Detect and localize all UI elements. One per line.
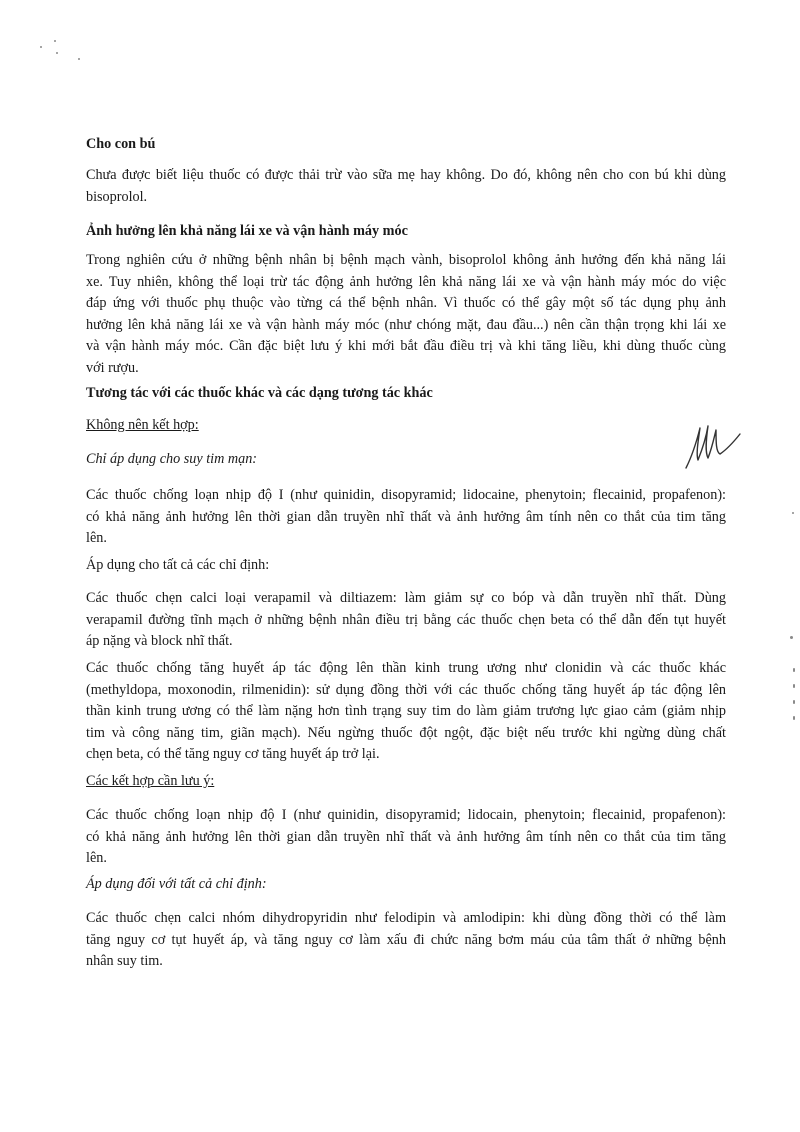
scan-speck (793, 716, 795, 720)
subheading-all-indications-2: Áp dụng đối với tất cả chỉ định: (86, 876, 267, 892)
subheading-not-recommended: Không nên kết hợp: (86, 417, 199, 433)
subheading-caution: Các kết hợp cần lưu ý: (86, 773, 215, 789)
scan-speck (793, 700, 795, 704)
text-line: Chưa được biết liệu thuốc có được thải trừ vào sữa mẹ hay không. Do đó, không nên cho con bú khi dùng (86, 167, 726, 183)
text-line: với rượu. (86, 359, 139, 376)
text-line: nhân suy tim. (86, 953, 163, 969)
text-line: Các thuốc chống tăng huyết áp tác động lên thần kinh trung ương như clonidin và các thuốc khác (86, 660, 726, 676)
heading-interactions: Tương tác với các thuốc khác và các dạng tương tác khác (86, 385, 433, 401)
text-line: có khả năng ảnh hưởng lên thời gian dẫn truyền nhĩ thất và ảnh hưởng âm tính nên co thắt của tim tăng (86, 828, 726, 845)
scan-speck (78, 58, 80, 60)
scan-speck (793, 684, 795, 688)
paragraph-central-antihypertensives (86, 658, 726, 766)
paragraph-class1-caution (86, 805, 726, 870)
heading-breastfeeding: Cho con bú (86, 136, 156, 152)
scan-speck (790, 636, 793, 639)
paragraph-class1-antiarrhythmics (86, 485, 726, 550)
text-line: thần kinh trung ương có thể làm nặng hơn tình trạng suy tim do làm giảm trương lực giao cảm (giảm nhịp (86, 703, 726, 719)
text-line: tim và công năng tim, giãn mạch). Nếu ngừng thuốc đột ngột, đặc biệt nếu trước khi ngừng dùng chất (86, 724, 726, 741)
text-line: lên. (86, 850, 107, 866)
paragraph-calcium-blockers (86, 588, 726, 653)
handwritten-initials (684, 420, 744, 472)
text-line: đáp ứng với thuốc phụ thuộc vào từng cá thể bệnh nhân. Vì thuốc có thể gây một số tác dụng phụ ảnh (86, 295, 726, 311)
text-line: Các thuốc chống loạn nhịp độ I (như quinidin, disopyramid; lidocain, phenytoin; flecainid, propafenon): (86, 807, 726, 823)
text-line: có khả năng ảnh hưởng lên thời gian dẫn truyền nhĩ thất và ảnh hưởng âm tính nên co thắt của tim tăng (86, 508, 726, 525)
paragraph-breastfeeding (86, 165, 726, 208)
text-line: verapamil đường tĩnh mạch ở những bệnh nhân điều trị bằng các thuốc chẹn beta có thể dẫn đến tụt huyết (86, 611, 726, 628)
text-line: Các thuốc chẹn calci loại verapamil và diltiazem: làm giảm sự co bóp và dẫn truyền nhĩ thất. Dùng (86, 590, 726, 606)
text-line: lên. (86, 530, 107, 546)
text-line: Trong nghiên cứu ở những bệnh nhân bị bệnh mạch vành, bisoprolol không ảnh hưởng đến khả năng lái (86, 252, 726, 268)
text-line: chẹn beta, có thể tăng nguy cơ tăng huyết áp trở lại. (86, 746, 380, 762)
text-line: áp nặng và block nhĩ thất. (86, 633, 233, 649)
subheading-all-indications: Áp dụng cho tất cả các chỉ định: (86, 557, 270, 573)
scan-speck (40, 46, 42, 48)
scan-speck (54, 40, 56, 42)
text-line: Các thuốc chẹn calci nhóm dihydropyridin như felodipin và amlodipin: khi dùng đồng thời có thể làm (86, 910, 726, 926)
text-line: tăng nguy cơ tụt huyết áp, và tăng nguy cơ làm xấu đi chức năng bơm máu của tâm thất ở những bệnh (86, 931, 726, 948)
heading-driving: Ảnh hưởng lên khả năng lái xe và vận hành máy móc (86, 223, 408, 239)
scan-speck (793, 668, 795, 672)
text-line: bisoprolol. (86, 188, 148, 205)
text-line: và vận hành máy móc. Cần đặc biệt lưu ý khi mới bắt đầu điều trị và khi tăng liều, khi dùng thuốc cùng (86, 338, 726, 354)
text-line: (methyldopa, moxonodin, rilmenidin): sử dụng đồng thời với các thuốc chống tăng huyết áp tác động lên (86, 681, 726, 698)
text-line: xe. Tuy nhiên, không thể loại trừ tác động ảnh hưởng lên khả năng lái xe và vận hành máy móc do việc (86, 273, 726, 290)
text-line: hưởng lên khả năng lái xe và vận hành máy móc (như chóng mặt, đau đầu...) nên cần thận trọng khi lái xe (86, 316, 726, 333)
text-line: Các thuốc chống loạn nhịp độ I (như quinidin, disopyramid; lidocaine, phenytoin; flecainid, propafenon): (86, 487, 726, 503)
subheading-heart-failure-only: Chỉ áp dụng cho suy tim mạn: (86, 451, 258, 467)
scan-speck (56, 52, 58, 54)
paragraph-driving (86, 250, 726, 379)
paragraph-dihydropyridines (86, 908, 726, 973)
scan-speck (792, 512, 794, 514)
